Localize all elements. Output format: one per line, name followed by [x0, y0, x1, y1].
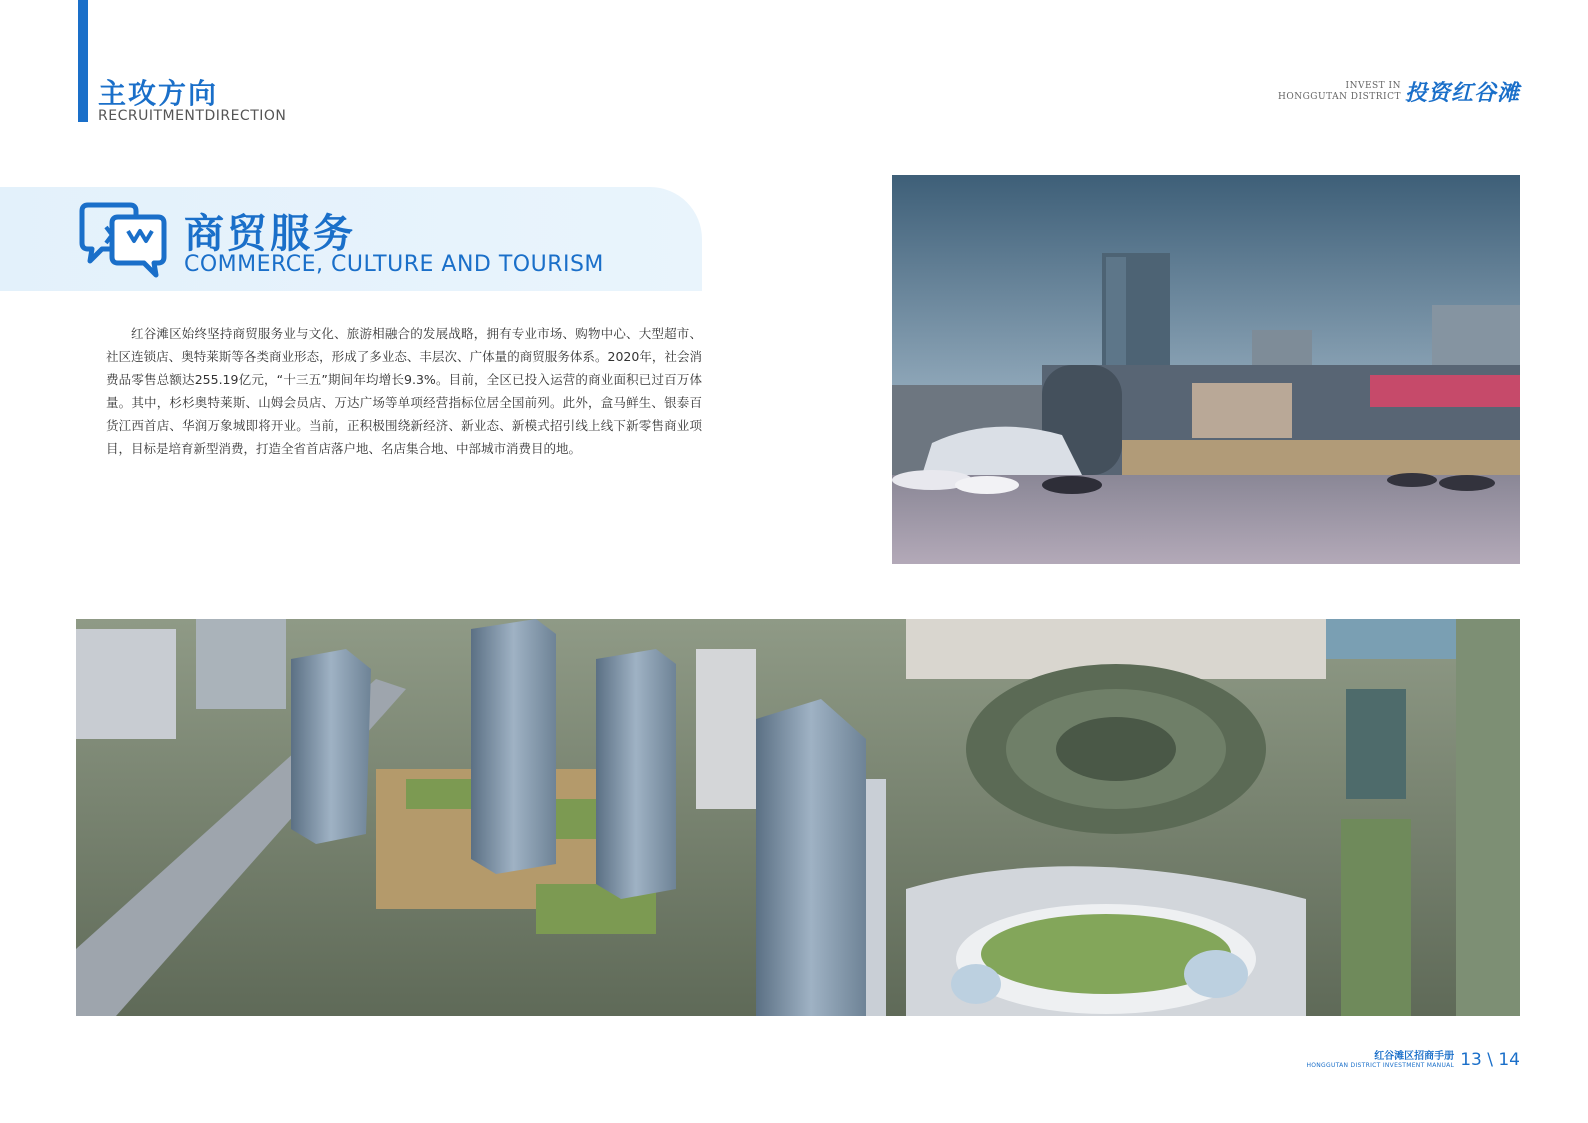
- page-title: 主攻方向: [98, 77, 219, 110]
- brand-en-line2: HONGGUTAN DISTRICT: [1278, 91, 1401, 102]
- footer-manual-en: HONGGUTAN DISTRICT INVESTMENT MANUAL: [1306, 1062, 1455, 1069]
- brand-en: [1278, 81, 1401, 103]
- section-body-text: 红谷滩区始终坚持商贸服务业与文化、旅游相融合的发展战略，拥有专业市场、购物中心、大型超市、社区连锁店、奥特莱斯等各类商业形态，形成了多业态、丰层次、广体量的商贸服务体系。2020年，社会消费品零售总额达255.19亿元，“十三五”期间年均增长9.3%。目前，全区已投入运营的商业面积已过百万体量。其中，杉杉奥特莱斯、山姆会员店、万达广场等单项经营指标位居全国前列。此外，盒马鲜生、银泰百货江西首店、华润万象城即将开业。当前，正积极围绕新经济、新业态、新模式招引线上线下新零售商业项目，目标是培育新型消费，打造全省首店落户地、名店集合地、中部城市消费目的地。: [106, 326, 702, 456]
- brand-block: [1278, 76, 1520, 107]
- page-subtitle: RECRUITMENTDIRECTION: [98, 108, 287, 124]
- section-title: 商贸服务: [184, 211, 356, 257]
- brand-logo: 投资红谷滩: [1404, 81, 1520, 106]
- page-number: 13 \ 14: [1460, 1050, 1520, 1070]
- district-aerial-photo: [76, 619, 1520, 1016]
- footer-manual-cn: 红谷滩区招商手册: [1374, 1051, 1455, 1062]
- footer-manual: [1306, 1051, 1454, 1069]
- section-title-en: COMMERCE, CULTURE AND TOURISM: [184, 252, 604, 277]
- header-accent-bar: [78, 0, 88, 122]
- mall-plaza-photo: [892, 175, 1520, 564]
- chat-bubbles-icon: [76, 201, 168, 281]
- page-footer: [1306, 1050, 1520, 1070]
- brand-en-line1: INVEST IN: [1345, 80, 1401, 91]
